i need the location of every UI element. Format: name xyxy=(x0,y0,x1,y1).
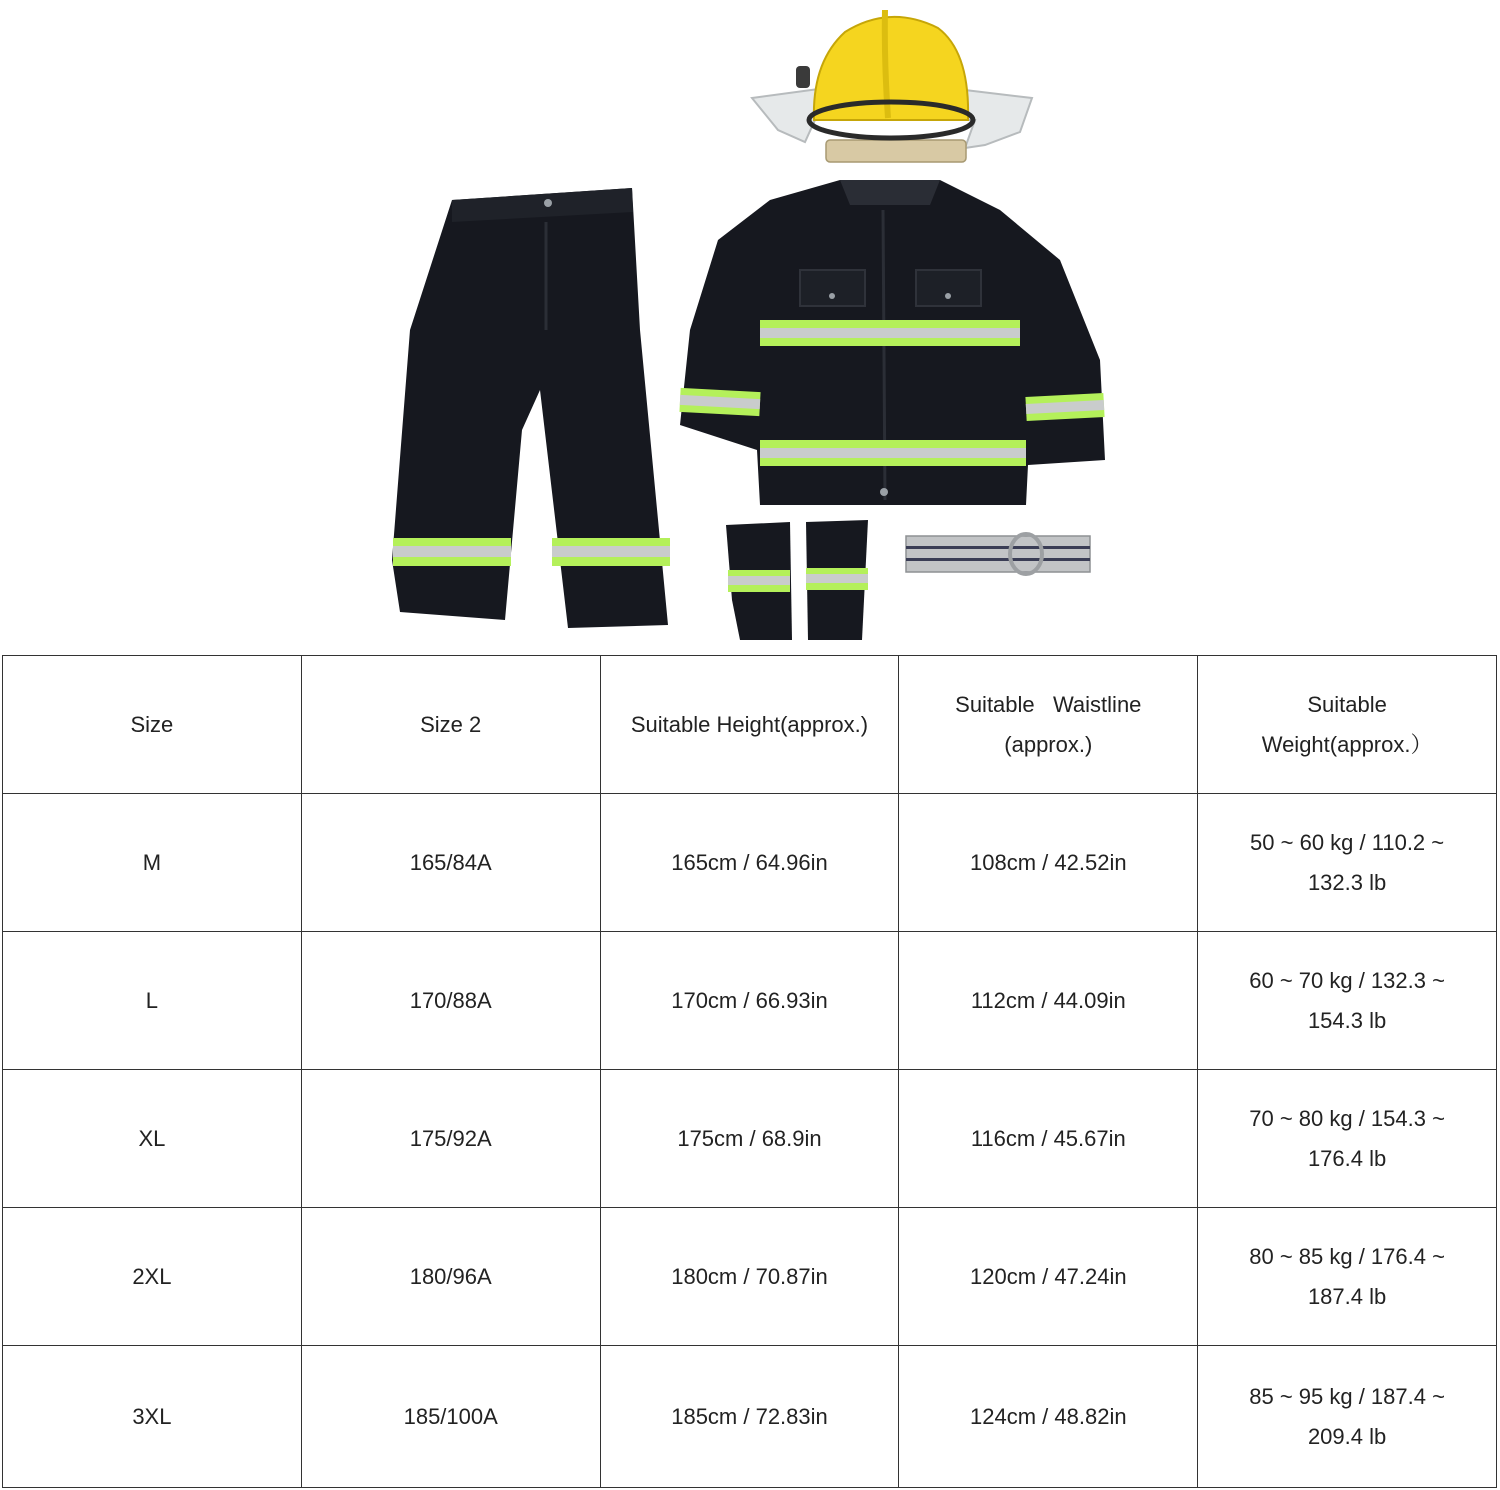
cell-size: M xyxy=(3,794,302,932)
cell-waist: 112cm / 44.09in xyxy=(899,932,1198,1070)
gloves-icon xyxy=(726,520,868,640)
header-suitable-weight: Suitable Weight(approx.） xyxy=(1198,656,1497,794)
cell-size: L xyxy=(3,932,302,1070)
size-chart-table xyxy=(2,655,1497,1488)
cell-height: 175cm / 68.9in xyxy=(600,1070,899,1208)
table-header-row xyxy=(3,656,1497,794)
belt-icon xyxy=(906,534,1090,574)
cell-size: 2XL xyxy=(3,1208,302,1346)
header-suitable-waistline: Suitable Waistline (approx.) xyxy=(899,656,1198,794)
cell-size-2: 175/92A xyxy=(301,1070,600,1208)
cell-waist: 108cm / 42.52in xyxy=(899,794,1198,932)
cell-size-2: 170/88A xyxy=(301,932,600,1070)
table-row xyxy=(3,1070,1497,1208)
product-photo xyxy=(0,0,1500,652)
table-row xyxy=(3,1346,1497,1488)
cell-height: 165cm / 64.96in xyxy=(600,794,899,932)
cell-weight: 80 ~ 85 kg / 176.4 ~ 187.4 lb xyxy=(1198,1208,1497,1346)
table-row xyxy=(3,932,1497,1070)
cell-weight: 70 ~ 80 kg / 154.3 ~ 176.4 lb xyxy=(1198,1070,1497,1208)
cell-size: 3XL xyxy=(3,1346,302,1488)
header-suitable-height: Suitable Height(approx.) xyxy=(600,656,899,794)
cell-weight: 60 ~ 70 kg / 132.3 ~ 154.3 lb xyxy=(1198,932,1497,1070)
table-row xyxy=(3,794,1497,932)
table-row xyxy=(3,1208,1497,1346)
jacket-icon xyxy=(679,180,1105,505)
cell-height: 170cm / 66.93in xyxy=(600,932,899,1070)
cell-waist: 116cm / 45.67in xyxy=(899,1070,1198,1208)
header-size-2: Size 2 xyxy=(301,656,600,794)
cell-size-2: 185/100A xyxy=(301,1346,600,1488)
cell-size: XL xyxy=(3,1070,302,1208)
pants-icon xyxy=(392,188,670,628)
cell-size-2: 165/84A xyxy=(301,794,600,932)
helmet-icon xyxy=(752,10,1032,162)
cell-waist: 124cm / 48.82in xyxy=(899,1346,1198,1488)
cell-height: 185cm / 72.83in xyxy=(600,1346,899,1488)
cell-size-2: 180/96A xyxy=(301,1208,600,1346)
header-size: Size xyxy=(3,656,302,794)
cell-weight: 50 ~ 60 kg / 110.2 ~ 132.3 lb xyxy=(1198,794,1497,932)
cell-waist: 120cm / 47.24in xyxy=(899,1208,1198,1346)
cell-weight: 85 ~ 95 kg / 187.4 ~ 209.4 lb xyxy=(1198,1346,1497,1488)
cell-height: 180cm / 70.87in xyxy=(600,1208,899,1346)
